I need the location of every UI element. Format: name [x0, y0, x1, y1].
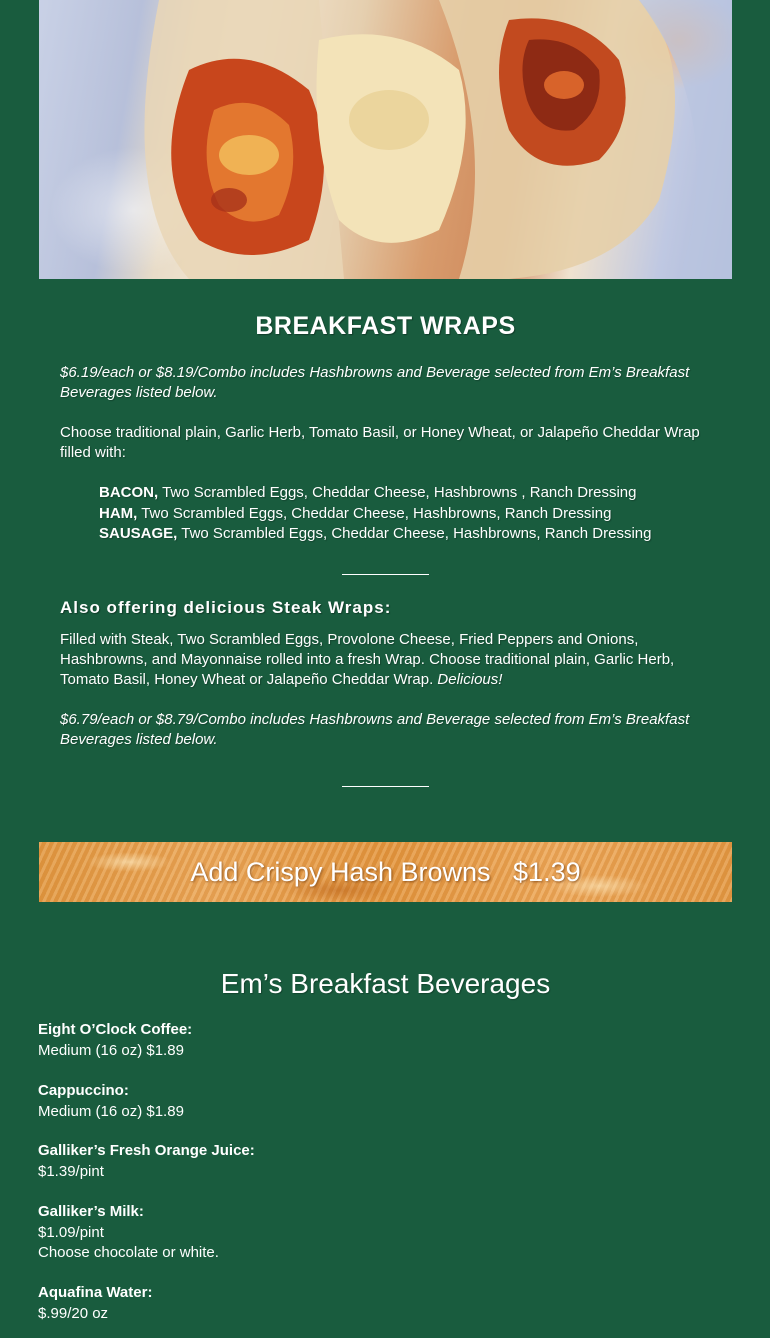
list-item — [99, 483, 719, 504]
beverage-name: Galliker’s Fresh Orange Juice: — [38, 1142, 255, 1159]
hash-browns-price: $1.39 — [513, 856, 581, 887]
beverage-price: Medium (16 oz) $1.89 — [38, 1102, 184, 1120]
wrap-description: Two Scrambled Eggs, Cheddar Cheese, Hashbrowns , Ranch Dressing — [158, 484, 637, 501]
breakfast-wraps-price-note: $6.19/each or $8.19/Combo includes Hashbrowns and Beverage selected from Em’s Breakfast Beverages listed below. — [60, 364, 690, 401]
beverage-name: Cappuccino: — [38, 1082, 129, 1099]
beverage-price: $1.39/pint — [38, 1162, 104, 1180]
hash-browns-label: Add Crispy Hash Browns — [190, 856, 491, 887]
list-item — [99, 524, 719, 545]
section-divider — [342, 786, 429, 787]
beverage-item — [38, 1081, 184, 1122]
steak-wraps-description-emphasis: Delicious! — [437, 671, 503, 688]
steak-wraps-description — [60, 630, 710, 690]
steak-wraps-description-text: Filled with Steak, Two Scrambled Eggs, Provolone Cheese, Fried Peppers and Onions, Hashbrowns, and Mayonnaise rolled into a fresh Wrap. Choose traditional plain, Garlic Herb, Tomato Basil, Honey Wheat or Jalapeño Cheddar Wrap. — [60, 631, 675, 688]
beverages-title: Em’s Breakfast Beverages — [220, 968, 551, 999]
hash-browns-banner — [39, 842, 732, 902]
beverage-item — [38, 1202, 219, 1264]
beverage-name: Eight O’Clock Coffee: — [38, 1021, 193, 1038]
beverage-name: Galliker’s Milk: — [38, 1203, 144, 1220]
section-divider — [342, 574, 429, 575]
list-item — [99, 504, 719, 525]
breakfast-wraps-list — [99, 483, 719, 545]
wrap-description: Two Scrambled Eggs, Cheddar Cheese, Hashbrowns, Ranch Dressing — [137, 504, 612, 522]
beverage-name: Aquafina Water: — [38, 1284, 153, 1301]
wrap-name: SAUSAGE, — [99, 525, 178, 542]
breakfast-wrap-illustration — [39, 0, 732, 279]
beverage-note: Choose chocolate or white. — [38, 1244, 219, 1261]
breakfast-wrap-photo — [39, 0, 732, 279]
beverage-item — [38, 1020, 192, 1061]
beverage-price: $1.09/pint — [38, 1223, 104, 1241]
beverage-price: Medium (16 oz) $1.89 — [38, 1041, 184, 1059]
beverage-item — [38, 1141, 255, 1182]
breakfast-wraps-title: BREAKFAST WRAPS — [255, 312, 516, 340]
beverage-price: $.99/20 oz — [38, 1304, 109, 1322]
steak-wraps-price-note: $6.79/each or $8.79/Combo includes Hashbrowns and Beverage selected from Em’s Breakfast Beverages listed below. — [60, 711, 690, 748]
wrap-description: Two Scrambled Eggs, Cheddar Cheese, Hashbrowns, Ranch Dressing — [177, 525, 652, 542]
wrap-name: HAM, — [99, 504, 138, 522]
beverage-item — [38, 1283, 152, 1324]
wrap-name: BACON, — [99, 484, 159, 501]
steak-wraps-heading: Also offering delicious Steak Wraps: — [60, 598, 392, 617]
breakfast-wraps-choose-text: Choose traditional plain, Garlic Herb, Tomato Basil, or Honey Wheat, or Jalapeño Cheddar Wrap filled with: — [60, 424, 700, 461]
